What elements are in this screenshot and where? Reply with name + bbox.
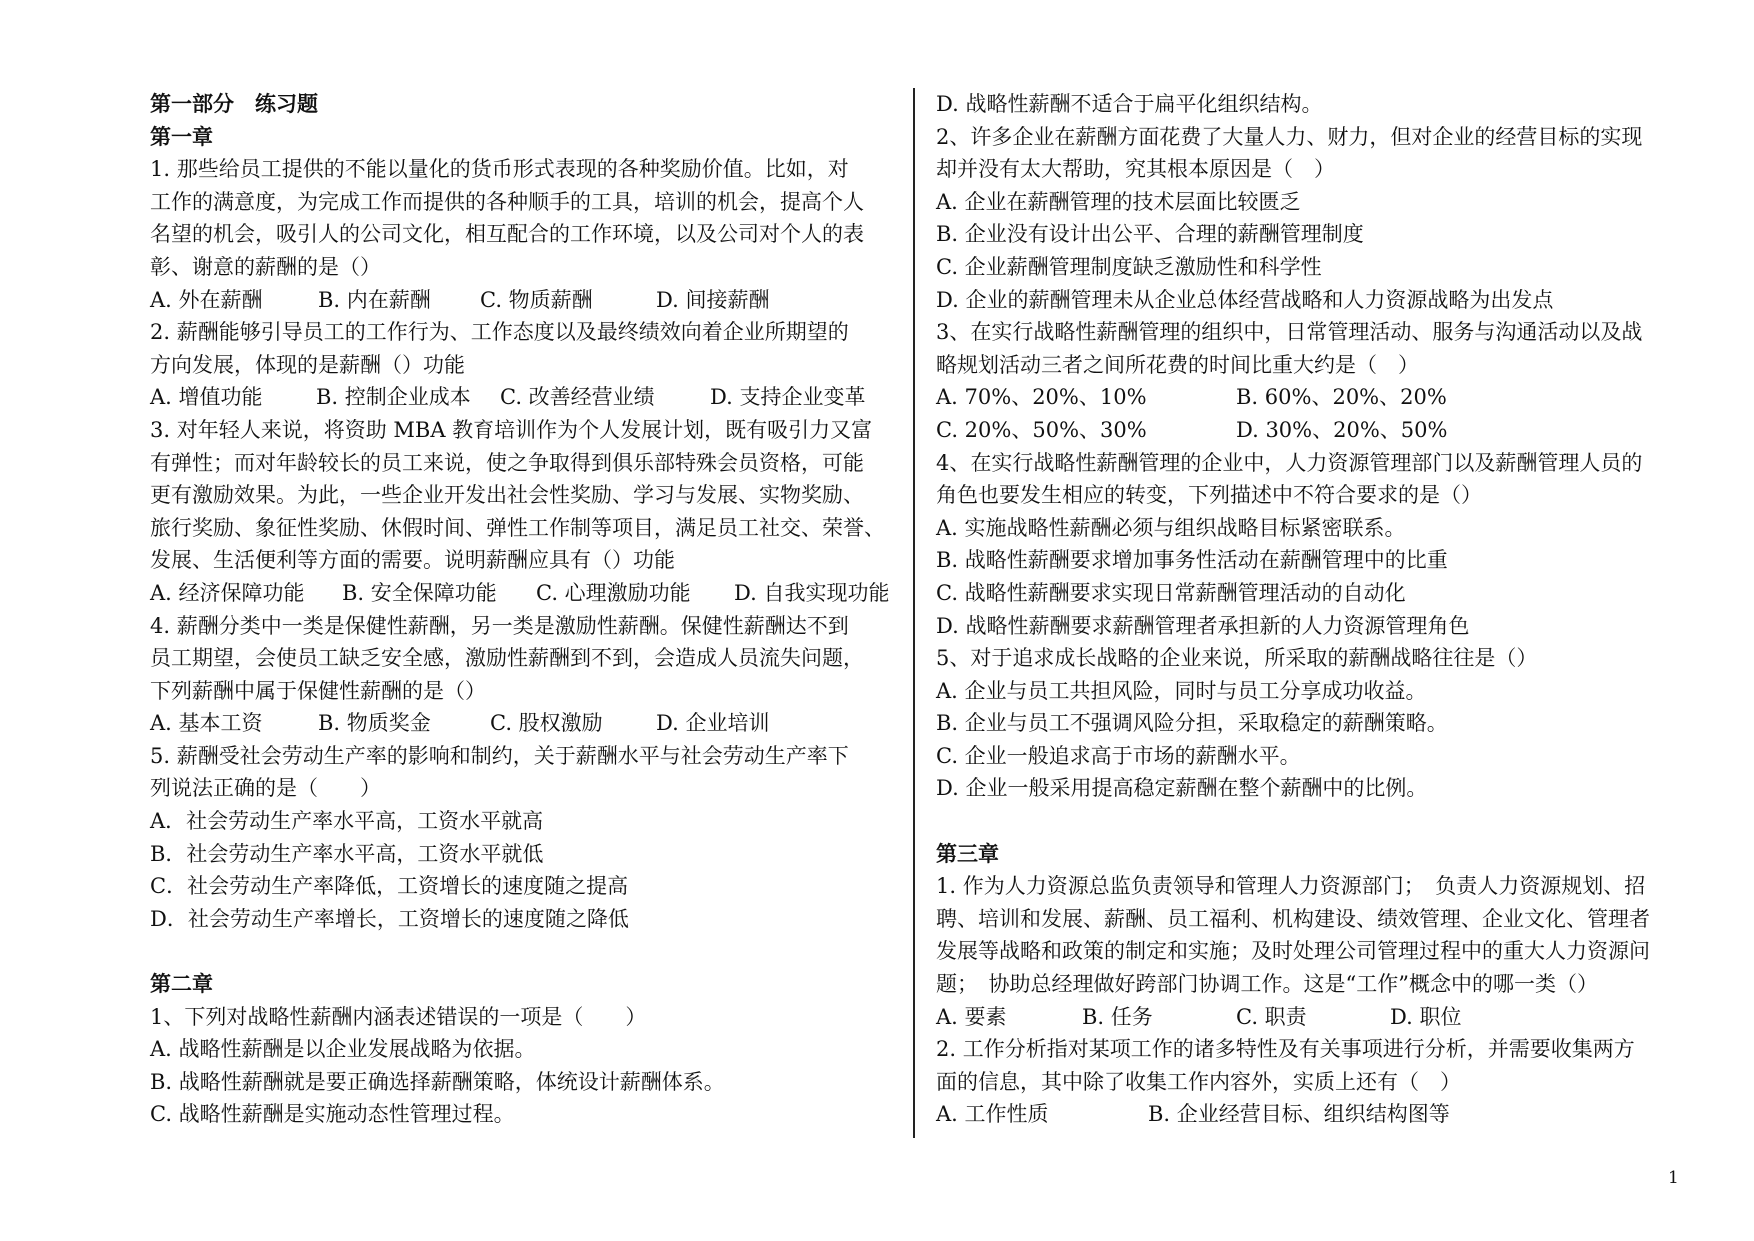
question-2-4	[936, 447, 1688, 643]
option-d: D. 企业培训	[656, 711, 770, 736]
options-row	[150, 284, 902, 317]
question-line: 角色也要发生相应的转变，下列描述中不符合要求的是（）	[936, 483, 1482, 508]
question-line: 1、下列对战略性薪酬内涵表述错误的一项是（ ）	[150, 1004, 647, 1029]
option-b: B. 60%、20%、20%	[1236, 385, 1447, 410]
question-1-3	[150, 414, 902, 610]
option-a: A. 增值功能	[150, 385, 263, 410]
question-line: 却并没有太大帮助，究其根本原因是（ ）	[936, 157, 1335, 182]
option-a: A. 实施战略性薪酬必须与组织战略目标紧密联系。	[936, 515, 1406, 540]
option-b: B. 企业与员工不强调风险分担，采取稳定的薪酬策略。	[936, 711, 1448, 736]
option-a: A. 企业与员工共担风险，同时与员工分享成功收益。	[936, 678, 1427, 703]
option-b: B. 企业没有设计出公平、合理的薪酬管理制度	[936, 222, 1364, 247]
question-line: 5、对于追求成长战略的企业来说，所采取的薪酬战略往往是（）	[936, 646, 1538, 671]
question-line: 3、在实行战略性薪酬管理的组织中，日常管理活动、服务与沟通活动以及战	[936, 320, 1643, 345]
question-line: 发展等战略和政策的制定和实施；及时处理公司管理过程中的重大人力资源问	[936, 939, 1650, 964]
option-a: A. 经济保障功能	[150, 580, 305, 605]
part-title: 第一部分 练习题	[150, 91, 318, 116]
option-c: C. 物质薪酬	[480, 287, 593, 312]
question-line: 更有激励效果。为此，一些企业开发出社会性奖励、学习与发展、实物奖励、	[150, 483, 864, 508]
question-line: 3. 对年轻人来说，将资助 MBA 教育培训作为个人发展计划，既有吸引力又富	[150, 417, 873, 442]
option-d: D. 企业一般采用提高稳定薪酬在整个薪酬中的比例。	[936, 776, 1428, 801]
question-1-5	[150, 740, 902, 936]
question-line: 有弹性；而对年龄较长的员工来说，使之争取得到俱乐部特殊会员资格，可能	[150, 450, 864, 475]
question-line: 2. 薪酬能够引导员工的工作行为、工作态度以及最终绩效向着企业所期望的	[150, 320, 849, 345]
left-column	[150, 88, 902, 1131]
question-2-1	[150, 1001, 902, 1131]
option-d: D. 企业的薪酬管理未从企业总体经营战略和人力资源战略为出发点	[936, 287, 1554, 312]
options-row	[150, 381, 902, 414]
question-2-5	[936, 642, 1688, 805]
question-line: 发展、生活便利等方面的需要。说明薪酬应具有（）功能	[150, 548, 675, 573]
option-b: B. 内在薪酬	[318, 287, 431, 312]
question-line: 4、在实行战略性薪酬管理的企业中，人力资源管理部门以及薪酬管理人员的	[936, 450, 1643, 475]
option-b: B. 物质奖金	[318, 711, 431, 736]
option-b: B. 企业经营目标、组织结构图等	[1148, 1102, 1450, 1127]
option-a: A. 战略性薪酬是以企业发展战略为依据。	[150, 1037, 536, 1062]
chapter-2-title: 第二章	[150, 971, 213, 997]
question-line: 聘、培训和发展、薪酬、员工福利、机构建设、绩效管理、企业文化、管理者	[936, 906, 1650, 931]
options-row	[150, 707, 902, 740]
question-line: 4. 薪酬分类中一类是保健性薪酬，另一类是激励性薪酬。保健性薪酬达不到	[150, 613, 849, 638]
chapter-1-title: 第一章	[150, 123, 213, 149]
question-1-2	[150, 316, 902, 414]
option-b: B. 战略性薪酬就是要正确选择薪酬策略，体统设计薪酬体系。	[150, 1069, 725, 1094]
option-a: A. 70%、20%、10%	[936, 385, 1147, 410]
option-c: C. 战略性薪酬要求实现日常薪酬管理活动的自动化	[936, 580, 1406, 605]
question-line: 方向发展，体现的是薪酬（）功能	[150, 352, 465, 377]
options-row	[936, 381, 1688, 414]
option-a: A. 工作性质	[936, 1102, 1049, 1127]
question-line: 列说法正确的是（ ）	[150, 776, 381, 801]
question-line: 旅行奖励、象征性奖励、休假时间、弹性工作制等项目，满足员工社交、荣誉、	[150, 515, 885, 540]
page-number: 1	[1668, 1168, 1679, 1188]
option-d: D. 战略性薪酬不适合于扁平化组织结构。	[936, 92, 1323, 116]
question-line: 员工期望，会使员工缺乏安全感，激励性薪酬到不到，会造成人员流失问题，	[150, 646, 864, 671]
option-b: B. 战略性薪酬要求增加事务性活动在薪酬管理中的比重	[936, 548, 1448, 573]
question-line: 2. 工作分析指对某项工作的诸多特性及有关事项进行分析，并需要收集两方	[936, 1037, 1635, 1062]
option-c: C．社会劳动生产率降低，工资增长的速度随之提高	[150, 874, 629, 899]
option-c: C. 战略性薪酬是实施动态性管理过程。	[150, 1102, 515, 1127]
question-line: 面的信息，其中除了收集工作内容外，实质上还有（ ）	[936, 1069, 1461, 1094]
option-b: B. 任务	[1082, 1004, 1153, 1029]
question-line: 1. 作为人力资源总监负责领导和管理人力资源部门； 负责人力资源规划、招	[936, 874, 1646, 899]
option-c: C. 企业薪酬管理制度缺乏激励性和科学性	[936, 254, 1322, 279]
option-a: A. 企业在薪酬管理的技术层面比较匮乏	[936, 189, 1301, 214]
option-d: D. 间接薪酬	[656, 287, 770, 312]
options-row	[150, 577, 902, 610]
question-1-1	[150, 153, 902, 316]
option-a: A. 要素	[936, 1004, 1007, 1029]
question-3-2	[936, 1033, 1688, 1131]
option-a: A. 外在薪酬	[150, 287, 263, 312]
option-c: C. 企业一般追求高于市场的薪酬水平。	[936, 743, 1301, 768]
question-3-1	[936, 870, 1688, 1033]
column-divider	[913, 88, 915, 1138]
question-2-2	[936, 121, 1688, 317]
question-line: 彰、谢意的薪酬的是（）	[150, 254, 381, 279]
option-c: C. 20%、50%、30%	[936, 417, 1147, 442]
question-line: 名望的机会，吸引人的公司文化，相互配合的工作环境，以及公司对个人的表	[150, 222, 864, 247]
options-row	[936, 1098, 1688, 1131]
question-line: 工作的满意度，为完成工作而提供的各种顺手的工具，培训的机会，提高个人	[150, 189, 864, 214]
question-line: 2、许多企业在薪酬方面花费了大量人力、财力，但对企业的经营目标的实现	[936, 124, 1643, 149]
option-c: C. 职责	[1236, 1004, 1307, 1029]
option-b: B．社会劳动生产率水平高，工资水平就低	[150, 841, 544, 866]
question-line: 5. 薪酬受社会劳动生产率的影响和制约，关于薪酬水平与社会劳动生产率下	[150, 743, 849, 768]
options-row	[936, 1001, 1688, 1034]
option-d: D. 职位	[1390, 1004, 1462, 1029]
question-line: 下列薪酬中属于保健性薪酬的是（）	[150, 678, 486, 703]
question-line: 1. 那些给员工提供的不能以量化的货币形式表现的各种奖励价值。比如，对	[150, 157, 849, 182]
option-c: C. 股权激励	[490, 711, 603, 736]
question-line: 略规划活动三者之间所花费的时间比重大约是（ ）	[936, 352, 1419, 377]
options-row	[936, 414, 1688, 447]
option-a: A．社会劳动生产率水平高，工资水平就高	[150, 809, 544, 834]
option-d: D. 战略性薪酬要求薪酬管理者承担新的人力资源管理角色	[936, 613, 1470, 638]
option-d: D. 30%、20%、50%	[1236, 417, 1448, 442]
option-c: C. 心理激励功能	[536, 580, 691, 605]
question-1-4	[150, 610, 902, 740]
option-d: D. 自我实现功能	[734, 580, 890, 605]
question-line: 题； 协助总经理做好跨部门协调工作。这是“工作”概念中的哪一类（）	[936, 972, 1598, 997]
question-2-3	[936, 316, 1688, 446]
option-d: D．社会劳动生产率增长，工资增长的速度随之降低	[150, 906, 629, 931]
option-d: D. 支持企业变革	[710, 385, 866, 410]
option-b: B. 安全保障功能	[342, 580, 497, 605]
option-a: A. 基本工资	[150, 711, 263, 736]
option-c: C. 改善经营业绩	[500, 385, 655, 410]
chapter-3-title: 第三章	[936, 840, 999, 866]
right-column	[936, 88, 1688, 1131]
option-b: B. 控制企业成本	[316, 385, 471, 410]
